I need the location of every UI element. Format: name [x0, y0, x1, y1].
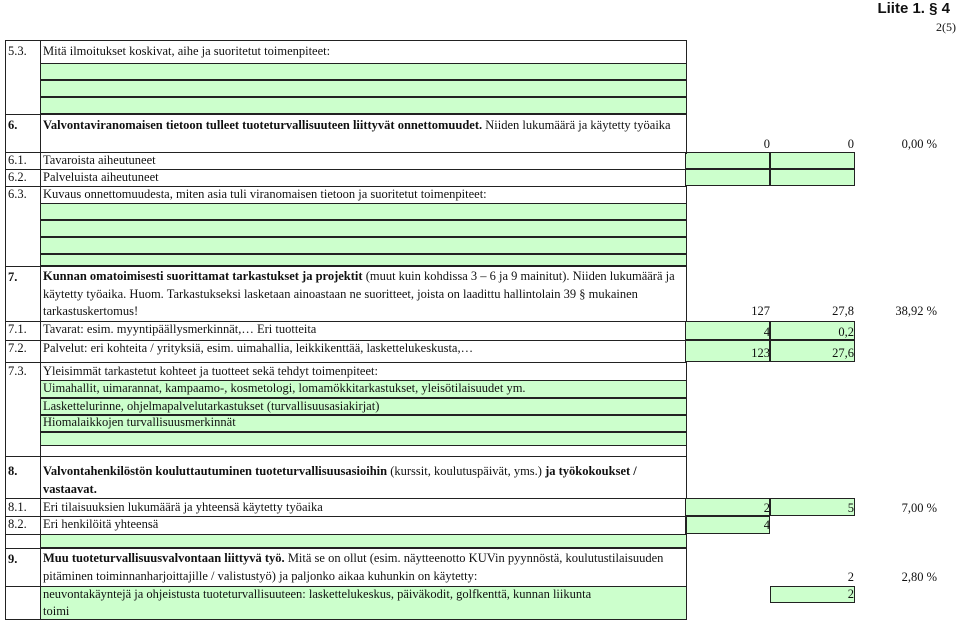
row-7-2-hours: 27,6 [832, 346, 854, 360]
divider [5, 456, 687, 457]
section-7-title-bold: Kunnan omatoimisesti suorittamat tarkastukset ja projektit [43, 269, 363, 283]
section-9-title-bold: Muu tuoteturvallisuusvalvontaan liittyvä työ. [43, 551, 285, 565]
section-6-title-bold: Valvontaviranomaisen tietoon tulleet tuoteturvallisuuteen liittyvät onnettomuudet. [43, 118, 483, 132]
section-9-percent: 2,80 % [901, 570, 937, 584]
section-7-number: 7. [8, 270, 18, 284]
section-7-percent: 38,92 % [895, 304, 937, 318]
input-field[interactable] [40, 432, 687, 446]
input-field[interactable] [40, 63, 687, 80]
row-7-2-number: 7.2. [8, 341, 27, 355]
input-field[interactable] [40, 97, 687, 114]
section-8-title-bold-2: ja työkokoukset / vastaavat. [43, 464, 637, 496]
input-hours-6-2[interactable] [770, 169, 855, 186]
section-9-number: 9. [8, 552, 18, 566]
section-5-3-text: Mitä ilmoitukset koskivat, aihe ja suoritetut toimenpiteet: [43, 44, 331, 58]
input-field[interactable] [40, 220, 687, 237]
input-field[interactable] [40, 254, 687, 266]
divider [5, 114, 687, 115]
section-9-line-1: neuvontakäyntejä ja ohjeistusta tuoteturvallisuuteen: laskettelukeskus, päiväkodit, golfkenttä, kunnan liikunta toimi [43, 587, 592, 618]
right-border [686, 516, 687, 534]
row-7-2-count: 123 [751, 346, 770, 360]
row-7-1-hours: 0,2 [838, 325, 854, 339]
row-7-3-line-3: Hiomalaikkojen turvallisuusmerkinnät [43, 415, 236, 429]
input-field[interactable] [40, 203, 687, 220]
section-9-hours: 2 [847, 570, 854, 584]
row-8-1-text: Eri tilaisuuksien lukumäärä ja yhteensä käytetty työaika [43, 500, 323, 514]
row-6-1-text: Tavaroista aiheutuneet [43, 153, 156, 167]
left-border [5, 40, 6, 620]
row-8-2-text: Eri henkilöitä yhteensä [43, 517, 159, 531]
section-6-percent: 0,00 % [901, 137, 937, 151]
section-9-title [43, 550, 683, 585]
section-7-count: 127 [751, 304, 770, 318]
input-count-6-1[interactable] [685, 152, 770, 169]
row-8-2-count: 4 [763, 518, 770, 532]
input-hours-6-1[interactable] [770, 152, 855, 169]
row-7-3-line-2: Laskettelurinne, ohjelmapalvelutarkastukset (turvallisuusasiakirjat) [43, 399, 380, 413]
row-6-1-number: 6.1. [8, 153, 27, 167]
row-8-1-count: 2 [763, 501, 770, 515]
divider [5, 40, 687, 41]
divider [5, 266, 687, 267]
right-border [686, 548, 687, 588]
row-7-2-text: Palvelut: eri kohteita / yrityksiä, esim. uimahallia, leikkikenttää, laskettelukeskusta,… [43, 341, 474, 355]
section-8-number: 8. [8, 464, 18, 478]
input-field[interactable] [40, 237, 687, 254]
divider [5, 548, 687, 549]
input-field[interactable] [40, 534, 687, 548]
section-7-hours: 27,8 [832, 304, 854, 318]
row-6-2-number: 6.2. [8, 170, 27, 184]
row-7-1-count: 4 [763, 325, 770, 339]
section-7-title [43, 268, 683, 321]
section-8-title-rest: (kurssit, koulutuspäivät, yms.) [387, 464, 546, 478]
row-8-1-percent: 7,00 % [901, 501, 937, 515]
section-6-hours: 0 [847, 137, 854, 151]
row-7-1-text: Tavarat: esim. myyntipäällysmerkinnät,… Eri tuotteita [43, 322, 317, 336]
row-6-3-number: 6.3. [8, 187, 27, 201]
row-6-3-text: Kuvaus onnettomuudesta, miten asia tuli viranomaisen tietoon ja suoritetut toimenpiteet: [43, 187, 487, 201]
section-7-title-rest: (muut kuin kohdissa 3 – 6 ja 9 mainitut). Niiden lukumäärä ja käytetty työaika. Huom. Tarkastukseksi lasketaan ainoastaan ne suoritteet, joista on laadittu hallintolain 39 § mukainen tarkastuskertomus! [43, 269, 675, 318]
right-border [686, 266, 687, 322]
divider [5, 362, 687, 363]
section-9-line-1-hours: 2 [847, 587, 854, 601]
section-5-3-number: 5.3. [8, 44, 27, 58]
row-7-3-text: Yleisimmät tarkastetut kohteet ja tuotteet sekä tehdyt toimenpiteet: [43, 364, 378, 378]
section-9-title-rest: Mitä se on ollut (esim. näytteenotto KUVin pyynnöstä, koulutustilaisuuden pitäminen toiminnanharjoittajille / valistustyö) ja paljonko aikaa kuhunkin on käytetty: [43, 551, 664, 583]
row-7-3-number: 7.3. [8, 364, 27, 378]
divider [5, 498, 687, 499]
section-8-title [43, 462, 683, 498]
right-border [686, 114, 687, 154]
input-count-6-2[interactable] [685, 169, 770, 186]
section-6-title-rest: Niiden lukumäärä ja käytetty työaika [482, 118, 671, 132]
row-8-1-hours: 5 [847, 501, 854, 515]
right-border [686, 456, 687, 498]
row-6-2-text: Palveluista aiheutuneet [43, 170, 159, 184]
section-6-number: 6. [8, 118, 18, 132]
row-7-3-line-1: Uimahallit, uimarannat, kampaamo-, kosmetologi, lomamökkitarkastukset, yleisötilaisuudet ym. [43, 381, 526, 395]
row-8-2-number: 8.2. [8, 517, 27, 531]
section-6-count: 0 [763, 137, 770, 151]
section-8-title-bold: Valvontahenkilöstön kouluttautuminen tuoteturvallisuusasioihin [43, 464, 388, 478]
row-8-1-number: 8.1. [8, 500, 27, 514]
row-7-1-number: 7.1. [8, 322, 27, 336]
section-6-title [43, 117, 683, 134]
page-number: 2(5) [936, 20, 956, 34]
appendix-title: Liite 1. § 4 [877, 0, 950, 17]
number-column-border [40, 40, 41, 620]
input-field[interactable] [40, 80, 687, 97]
